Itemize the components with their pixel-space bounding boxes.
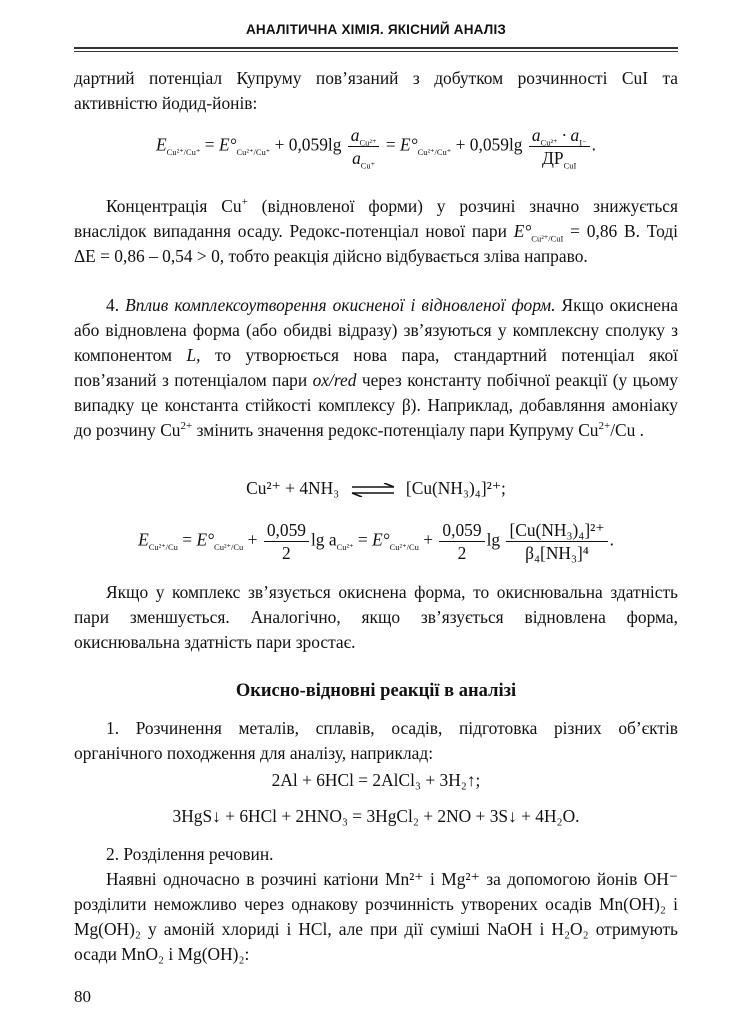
paragraph-3: 4. Вплив комплексоутворення окисненої і відновленої форм. Якщо окиснена або відновлена форма (або обидві відразу) зв’язуються у комплексну сполуку з компонентом L, то утворюється нова пара, стандартний потенціал якої пов’язаний з потенціалом пари ox/red через константу побічної реакції (у цьому випадку це константа стійкості комплексу β). Наприклад, добавляння амоніаку до розчину $Cu^{2+}$ змінить значення редокс-потенціалу пари Купруму $Cu^{2+}/Cu$ . <box>74 295 679 440</box>
header-rule-thin <box>74 51 678 52</box>
paragraph-4: Якщо у комплекс зв’язується окиснена форма, то окиснювальна здатність пари зменшується. Аналогічно, якщо зв’язується відновлена форма, окиснювальна здатність пари зростає. <box>74 582 678 652</box>
equation-3: $E_{Cu^{2+}/Cu} = E^\circ_{Cu^{2+}/Cu}$ + $\frac{0,059}{2}$ $\lg a_{Cu^{2+}} = E^\circ_{Cu^{2+}/Cu}$ + $\frac{0,059}{2}$ lg $\frac{\text{[Cu(NH₃)₄]²⁺}}{\text{β₄[NH₃]⁴}}$ . <box>138 520 614 563</box>
fraction-complex-stability: $\frac{\text{[Cu(NH₃)₄]²⁺}}{\text{β₄[NH₃]⁴}}$ <box>506 519 607 564</box>
header-rule <box>74 47 678 49</box>
equation-2: Cu²⁺ + 4NH₃ [Cu(NH₃)₄]²⁺; <box>246 478 506 498</box>
paragraph-5: 1. Розчинення металів, сплавів, осадів, підготовка різних об’єктів органічного походження для аналізу, наприклад: <box>74 718 678 763</box>
paragraph-2: Концентрація Cu+ (відновленої форми) у розчині значно знижується внаслідок випадання осаду. Редокс-потенціал нової пари $E^\circ_{Cu^{2+}/CuI} = 0,86$ В. Тоді ΔE = 0,86 – 0,54 > 0, тобто реакція дійсно відбувається зліва направо. <box>74 196 678 266</box>
equilibrium-arrows-icon <box>350 483 396 497</box>
fraction-solubility-product: $\frac{a_{Cu^{2+}} \cdot a_{I^-}}{ДР_{CuI}}$ <box>529 124 590 169</box>
equation-1: $E_{Cu^{2+}/Cu^+} = E^\circ_{Cu^{2+}/Cu^+} + 0,059\lg$ $\frac{a_{Cu^{2+}}}{a_{Cu^+}}$ = $E^\circ_{Cu^{2+}/Cu^+} + 0,059\lg$ $\frac{a_{Cu^{2+}} \cdot a_{I^-}}{ДР_{CuI}}$ . <box>156 125 596 171</box>
page-number: 80 <box>74 987 91 1006</box>
paragraph-7: Наявні одночасно в розчині катіони Mn²⁺ і Mg²⁺ за допомогою йонів OH⁻ розділити неможливо через однакову розчинність утворених осадів Mn(OH)₂ і Mg(OH)₂ у амоній хлориді і HCl, але при дії суміші NaOH і H₂O₂ отримують осади MnO₂ і Mg(OH)₂: <box>74 869 678 964</box>
paragraph-6: 2. Розділення речовин. <box>106 844 274 864</box>
section-heading: Окисно-відновні реакції в аналізі <box>235 681 517 701</box>
running-head: АНАЛІТИЧНА ХІМІЯ. ЯКІСНИЙ АНАЛІЗ <box>245 22 507 37</box>
fraction-nernst-2: $\frac{0,059}{2}$ <box>439 519 484 564</box>
paragraph-1: дартний потенціал Купруму пов’язаний з добутком розчинності CuI та активністю йодид-йонів: <box>74 68 678 113</box>
equation-5: 3HgS↓ + 6HCl + 2HNO₃ = 3HgCl₂ + 2NO + 3S↓ + 4H₂O. <box>172 806 580 826</box>
fraction-nernst-1: $\frac{0,059}{2}$ <box>264 519 309 564</box>
equation-4: 2Al + 6HCl = 2AlCl₃ + 3H₂↑; <box>271 770 481 790</box>
page <box>74 0 678 1024</box>
fraction-activity-ratio: $\frac{a_{Cu^{2+}}}{a_{Cu^+}}$ <box>348 124 380 169</box>
